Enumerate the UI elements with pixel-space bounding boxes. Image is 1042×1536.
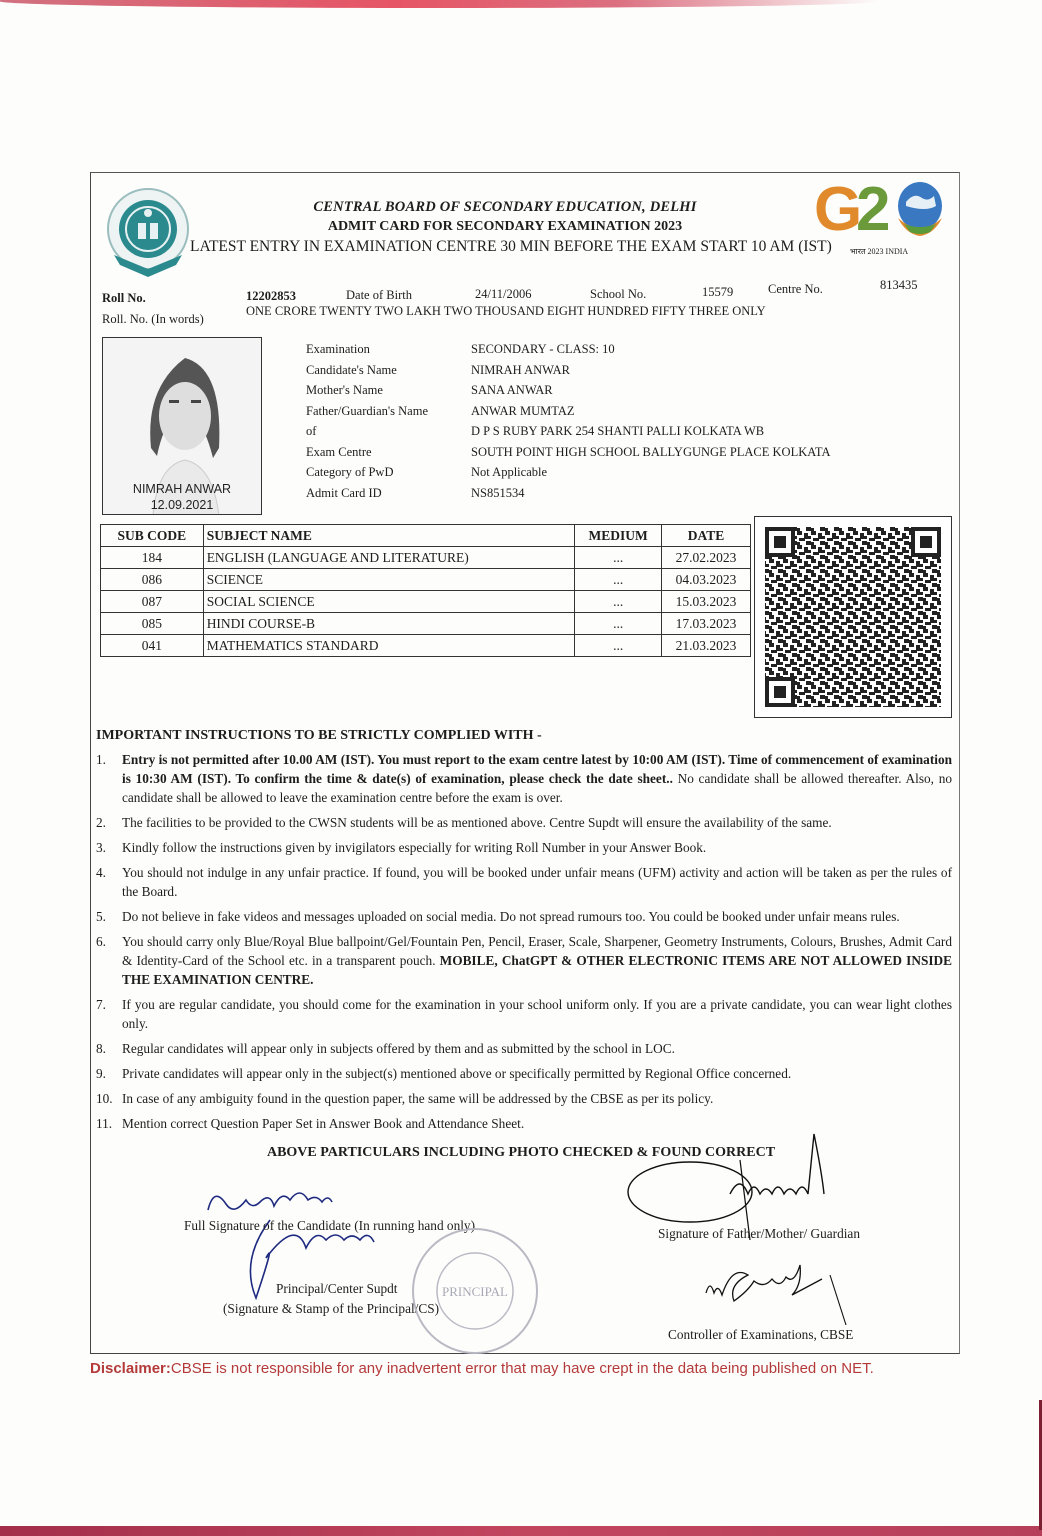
detail-value: NIMRAH ANWAR	[471, 362, 570, 377]
svg-text:G: G	[814, 175, 863, 244]
verification-statement	[0, 1145, 1042, 1161]
roll-words-value: ONE CRORE TWENTY TWO LAKH TWO THOUSAND EIGHT HUNDRED FIFTY THREE ONLY	[246, 304, 766, 318]
instruction-number: 3.	[96, 840, 106, 855]
detail-row	[306, 380, 831, 401]
instruction-number: 6.	[96, 934, 106, 949]
instruction-item	[96, 750, 952, 807]
subject-name: ENGLISH (LANGUAGE AND LITERATURE)	[203, 547, 575, 569]
subject-name: SOCIAL SCIENCE	[203, 591, 575, 613]
table-row	[101, 635, 751, 657]
detail-value: NS851534	[471, 485, 525, 500]
instruction-text: Mention correct Question Paper Set in Answer Book and Attendance Sheet.	[122, 1116, 525, 1131]
table-row	[101, 591, 751, 613]
medium: ...	[575, 635, 662, 657]
col-subject-name: SUBJECT NAME	[203, 525, 575, 547]
detail-row	[306, 360, 831, 381]
card-title: ADMIT CARD FOR SECONDARY EXAMINATION 2023	[327, 219, 683, 234]
sub-code: 087	[101, 591, 204, 613]
g20-caption: भारत 2023 INDIA	[850, 247, 909, 256]
sub-code: 085	[101, 613, 204, 635]
instruction-bold: MOBILE, ChatGPT & OTHER ELECTRONIC ITEMS ARE NOT ALLOWED INSIDE THE EXAMINATION CENTRE.	[122, 953, 952, 987]
detail-label: Examination	[306, 342, 370, 356]
medium: ...	[575, 591, 662, 613]
detail-row	[306, 462, 831, 483]
detail-label: of	[306, 424, 317, 438]
instructions-list	[96, 744, 952, 1133]
table-row	[101, 613, 751, 635]
instruction-item	[96, 1064, 952, 1083]
paper-edge-bottom	[0, 1526, 1042, 1536]
principal-label: Principal/Center Supdt	[276, 1281, 398, 1296]
school-stamp-icon	[410, 1226, 540, 1356]
controller-signature-icon	[700, 1255, 880, 1325]
instruction-number: 10.	[96, 1091, 113, 1106]
instruction-number: 11.	[96, 1116, 113, 1131]
detail-row	[306, 421, 831, 442]
entry-notice: LATEST ENTRY IN EXAMINATION CENTRE 30 MIN BEFORE THE EXAM START 10 AM (IST)	[190, 238, 832, 255]
disclaimer	[90, 1360, 874, 1377]
detail-label: Exam Centre	[306, 444, 372, 459]
detail-label: Mother's Name	[306, 383, 383, 397]
centre-no-value: 813435	[880, 278, 918, 292]
table-row	[101, 569, 751, 591]
detail-row	[306, 483, 831, 504]
instruction-text: If you are regular candidate, you should come for the examination in your school uniform only. If you are a private candidate, you can wear light clothes only.	[122, 997, 952, 1031]
exam-date: 15.03.2023	[662, 591, 751, 613]
subjects-table	[100, 524, 751, 657]
roll-no-value: 12202853	[246, 289, 296, 303]
instruction-text: You should not indulge in any unfair practice. If found, you will be booked under unfair means (UFM) activity and action will be taken as per the rules of the Board.	[122, 865, 952, 899]
parent-signature-icon	[620, 1130, 880, 1240]
photo-name: NIMRAH ANWAR	[132, 482, 232, 496]
instruction-number: 8.	[96, 1041, 106, 1056]
instruction-item	[96, 995, 952, 1033]
detail-row	[306, 339, 831, 360]
medium: ...	[575, 547, 662, 569]
roll-no-label: Roll No.	[102, 291, 146, 305]
sub-code: 184	[101, 547, 204, 569]
roll-words-label: Roll. No. (In words)	[102, 312, 204, 326]
candidate-signature-label: Full Signature of the Candidate (In running hand only)	[184, 1218, 475, 1233]
exam-date: 17.03.2023	[662, 613, 751, 635]
exam-date: 21.03.2023	[662, 635, 751, 657]
instruction-item	[96, 907, 952, 926]
detail-value: D P S RUBY PARK 254 SHANTI PALLI KOLKATA WB	[471, 424, 765, 438]
board-name: CENTRAL BOARD OF SECONDARY EDUCATION, DELHI	[313, 199, 697, 215]
centre-no-label: Centre No.	[768, 282, 823, 296]
g20-logo-icon	[812, 172, 952, 264]
instruction-item	[96, 863, 952, 901]
verification-text: ABOVE PARTICULARS INCLUDING PHOTO CHECKED & FOUND CORRECT	[266, 1145, 776, 1160]
instruction-text: In case of any ambiguity found in the question paper, the same will be addressed by the CBSE as per its policy.	[122, 1091, 714, 1106]
instruction-normal: No candidate shall be allowed thereafter. Also, no candidate shall be allowed to leave the examination centre before the exam is over.	[122, 771, 952, 805]
instruction-normal: You should carry only Blue/Royal Blue ballpoint/Gel/Fountain Pen, Pencil, Eraser, Scale, Sharpener, Geometry Instruments, Colours, Brushes, Admit Card & Identity-Card of the School etc. in a transparent pouch.	[122, 934, 952, 968]
instruction-bold: Entry is not permitted after 10.00 AM (IST). You must report to the exam centre latest by 10:00 AM (IST). Time of commencement of examination is 10:30 AM (IST). To confirm the time & date(s) of examination, please check the date sheet..	[122, 752, 952, 786]
instruction-number: 1.	[96, 752, 106, 767]
school-no-value: 15579	[702, 285, 734, 299]
col-medium: MEDIUM	[575, 525, 662, 547]
dob-label: Date of Birth	[346, 288, 412, 302]
svg-text:2: 2	[856, 175, 891, 244]
instruction-item	[96, 932, 952, 989]
parent-signature-label: Signature of Father/Mother/ Guardian	[658, 1226, 860, 1241]
school-no-label: School No.	[590, 287, 647, 301]
disclaimer-label: Disclaimer:	[90, 1360, 171, 1377]
detail-label: Candidate's Name	[306, 362, 397, 377]
instruction-number: 2.	[96, 815, 106, 830]
instruction-item	[96, 838, 952, 857]
instruction-number: 4.	[96, 865, 106, 880]
instruction-item	[96, 1089, 952, 1108]
dob-value: 24/11/2006	[475, 287, 532, 301]
svg-text:PRINCIPAL: PRINCIPAL	[442, 1284, 508, 1299]
instruction-text: Kindly follow the instructions given by invigilators especially for writing Roll Number in your Answer Book.	[122, 840, 707, 855]
instruction-number: 7.	[96, 997, 106, 1012]
table-header-row	[101, 525, 751, 547]
disclaimer-text: CBSE is not responsible for any inadvertent error that may have crept in the data being published on NET.	[170, 1360, 874, 1377]
subject-name: SCIENCE	[203, 569, 575, 591]
instruction-item	[96, 813, 952, 832]
detail-label: Father/Guardian's Name	[306, 403, 429, 418]
detail-value: SECONDARY - CLASS: 10	[471, 342, 615, 356]
detail-label: Admit Card ID	[306, 485, 382, 500]
instruction-text: Regular candidates will appear only in subjects offered by them and as submitted by the school in LOC.	[122, 1041, 675, 1056]
paper-edge-top	[0, 0, 880, 8]
col-date: DATE	[662, 525, 751, 547]
col-sub-code: SUB CODE	[101, 525, 204, 547]
instruction-number: 5.	[96, 909, 106, 924]
photo-date: 12.09.2021	[150, 498, 214, 512]
instruction-item	[96, 1039, 952, 1058]
sub-code: 086	[101, 569, 204, 591]
medium: ...	[575, 613, 662, 635]
detail-row	[306, 442, 831, 463]
principal-stamp-label: (Signature & Stamp of the Principal/CS)	[223, 1301, 440, 1316]
controller-label: Controller of Examinations, CBSE	[668, 1327, 854, 1342]
sub-code: 041	[101, 635, 204, 657]
instruction-text: The facilities to be provided to the CWSN students will be as mentioned above. Centre Supdt will ensure the availability of the same.	[122, 815, 832, 830]
candidate-photo	[102, 337, 262, 515]
medium: ...	[575, 569, 662, 591]
instruction-text	[122, 932, 952, 989]
detail-value: SANA ANWAR	[471, 383, 553, 397]
subject-name: HINDI COURSE-B	[203, 613, 575, 635]
qr-code-icon	[754, 516, 952, 718]
cbse-emblem-icon	[100, 185, 196, 281]
instruction-text: Private candidates will appear only in the subject(s) mentioned above or specifically permitted by Regional Office concerned.	[122, 1066, 792, 1081]
detail-value: SOUTH POINT HIGH SCHOOL BALLYGUNGE PLACE KOLKATA	[471, 444, 831, 459]
candidate-details	[306, 339, 831, 503]
subject-name: MATHEMATICS STANDARD	[203, 635, 575, 657]
detail-label: Category of PwD	[306, 465, 394, 479]
detail-row	[306, 401, 831, 422]
exam-date: 04.03.2023	[662, 569, 751, 591]
instruction-text	[122, 750, 952, 807]
detail-value: Not Applicable	[471, 465, 548, 479]
table-row	[101, 547, 751, 569]
detail-value: ANWAR MUMTAZ	[471, 403, 575, 418]
instructions-title: IMPORTANT INSTRUCTIONS TO BE STRICTLY COMPLIED WITH -	[96, 728, 542, 743]
instruction-text: Do not believe in fake videos and messages uploaded on social media. Do not spread rumours too. You could be booked under unfair means rules.	[122, 909, 900, 924]
instruction-number: 9.	[96, 1066, 106, 1081]
exam-date: 27.02.2023	[662, 547, 751, 569]
